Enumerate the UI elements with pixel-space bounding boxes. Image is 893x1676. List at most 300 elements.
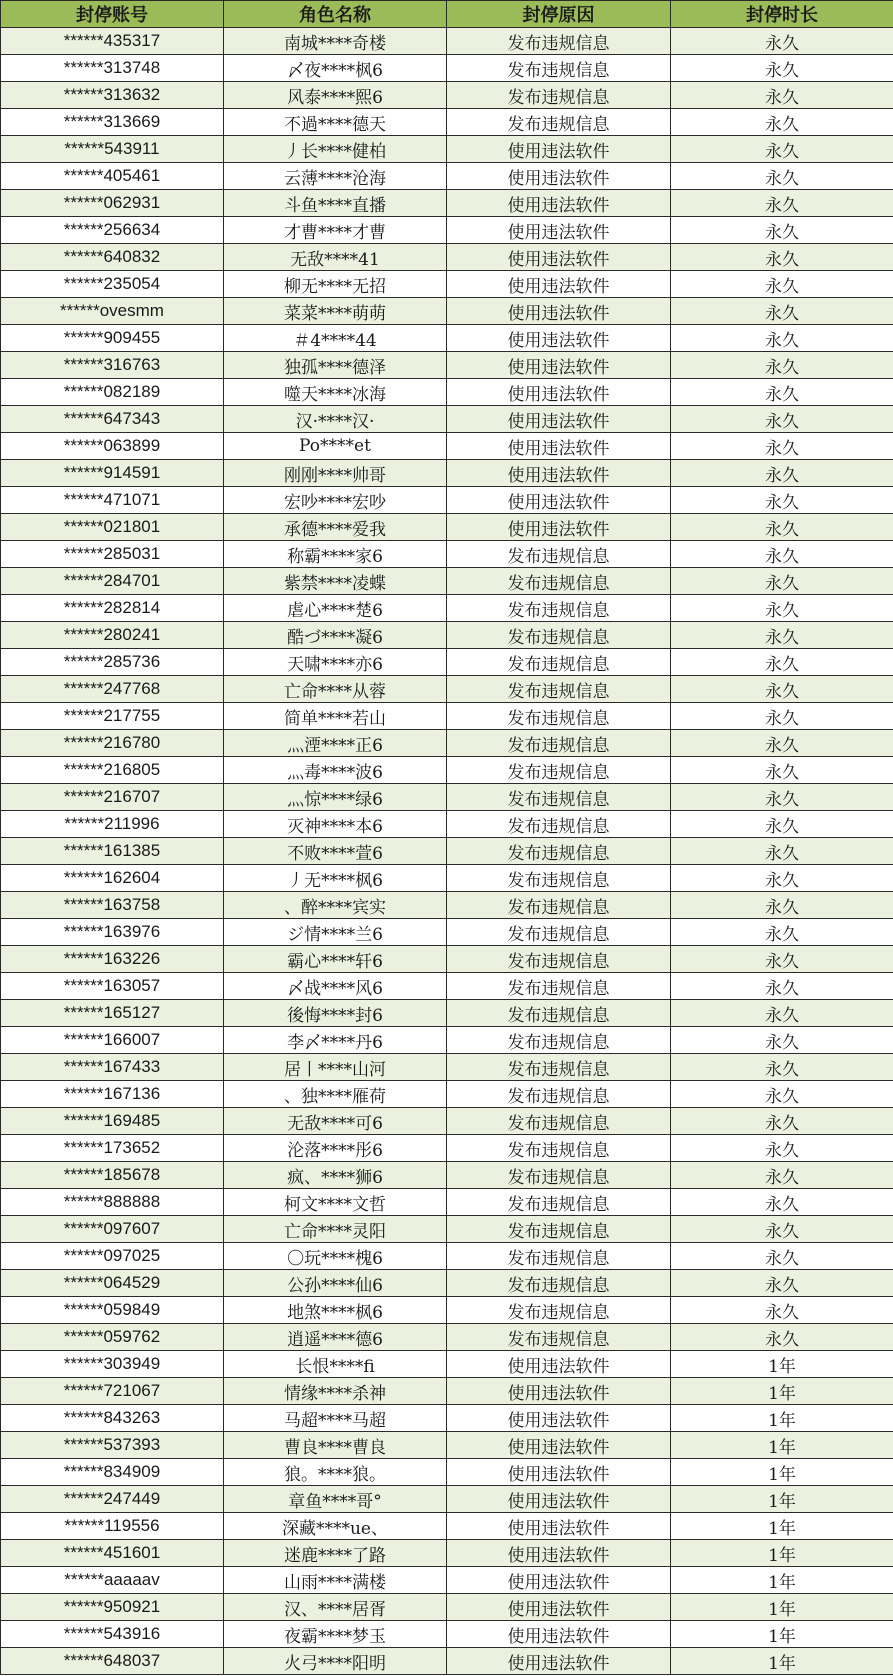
cell-ban-reason: 发布违规信息 xyxy=(447,1270,671,1297)
cell-account: ******313669 xyxy=(1,109,224,136)
cell-ban-duration: 永久 xyxy=(671,379,893,406)
cell-ban-duration: 永久 xyxy=(671,541,893,568)
cell-ban-reason: 使用违法软件 xyxy=(447,244,671,271)
table-row xyxy=(1,1513,893,1540)
table-row xyxy=(1,919,893,946)
cell-character-name: 亡命****从蓉 xyxy=(224,676,447,703)
table-row xyxy=(1,379,893,406)
cell-character-name: 地煞****枫6 xyxy=(224,1297,447,1324)
cell-character-name: 刚刚****帅哥 xyxy=(224,460,447,487)
cell-ban-duration: 1年 xyxy=(671,1621,893,1648)
table-row xyxy=(1,325,893,352)
cell-character-name: ジ情****兰6 xyxy=(224,919,447,946)
cell-character-name: 汉·****汉· xyxy=(224,406,447,433)
cell-character-name: 不败****萱6 xyxy=(224,838,447,865)
cell-ban-duration: 永久 xyxy=(671,1324,893,1351)
table-row xyxy=(1,298,893,325)
cell-ban-reason: 使用违法软件 xyxy=(447,271,671,298)
cell-character-name: 夜霸****梦玉 xyxy=(224,1621,447,1648)
cell-character-name: 迷鹿****了路 xyxy=(224,1540,447,1567)
table-row xyxy=(1,1054,893,1081)
cell-character-name: 疯、****狮6 xyxy=(224,1162,447,1189)
cell-account: ******216805 xyxy=(1,757,224,784)
cell-ban-duration: 永久 xyxy=(671,676,893,703)
cell-account: ******062931 xyxy=(1,190,224,217)
cell-ban-duration: 永久 xyxy=(671,973,893,1000)
header-ban-reason: 封停原因 xyxy=(447,1,671,28)
cell-ban-duration: 永久 xyxy=(671,892,893,919)
table-row xyxy=(1,271,893,298)
table-row xyxy=(1,1162,893,1189)
table-row xyxy=(1,973,893,1000)
cell-character-name: 曹良****曹良 xyxy=(224,1432,447,1459)
cell-account: ******285736 xyxy=(1,649,224,676)
table-row xyxy=(1,811,893,838)
cell-character-name: 亡命****灵阳 xyxy=(224,1216,447,1243)
table-row xyxy=(1,352,893,379)
cell-account: ******247768 xyxy=(1,676,224,703)
cell-ban-duration: 永久 xyxy=(671,55,893,82)
cell-ban-duration: 永久 xyxy=(671,1135,893,1162)
cell-ban-reason: 使用违法软件 xyxy=(447,1405,671,1432)
table-row xyxy=(1,595,893,622)
table-row xyxy=(1,1081,893,1108)
cell-ban-reason: 使用违法软件 xyxy=(447,1648,671,1675)
cell-ban-reason: 发布违规信息 xyxy=(447,1324,671,1351)
cell-character-name: 〇玩****槐6 xyxy=(224,1243,447,1270)
cell-ban-reason: 发布违规信息 xyxy=(447,1216,671,1243)
cell-character-name: 沦落****彤6 xyxy=(224,1135,447,1162)
cell-account: ******161385 xyxy=(1,838,224,865)
cell-ban-reason: 发布违规信息 xyxy=(447,1054,671,1081)
cell-ban-reason: 使用违法软件 xyxy=(447,487,671,514)
cell-account: ******303949 xyxy=(1,1351,224,1378)
cell-ban-reason: 发布违规信息 xyxy=(447,1135,671,1162)
cell-account: ******173652 xyxy=(1,1135,224,1162)
cell-ban-reason: 发布违规信息 xyxy=(447,865,671,892)
cell-ban-duration: 永久 xyxy=(671,298,893,325)
table-row xyxy=(1,28,893,55)
cell-character-name: 独孤****德泽 xyxy=(224,352,447,379)
table-row xyxy=(1,946,893,973)
table-row xyxy=(1,1405,893,1432)
cell-account: ******097607 xyxy=(1,1216,224,1243)
table-row xyxy=(1,703,893,730)
cell-ban-reason: 使用违法软件 xyxy=(447,1513,671,1540)
cell-ban-reason: 发布违规信息 xyxy=(447,703,671,730)
cell-ban-duration: 1年 xyxy=(671,1567,893,1594)
cell-character-name: 才曹****才曹 xyxy=(224,217,447,244)
cell-ban-duration: 永久 xyxy=(671,163,893,190)
cell-account: ******163226 xyxy=(1,946,224,973)
cell-account: ******211996 xyxy=(1,811,224,838)
cell-ban-duration: 永久 xyxy=(671,1054,893,1081)
cell-ban-reason: 使用违法软件 xyxy=(447,1567,671,1594)
cell-ban-duration: 永久 xyxy=(671,136,893,163)
cell-ban-duration: 永久 xyxy=(671,811,893,838)
cell-character-name: 不過****德天 xyxy=(224,109,447,136)
cell-ban-duration: 永久 xyxy=(671,1081,893,1108)
cell-character-name: 山雨****满楼 xyxy=(224,1567,447,1594)
table-row xyxy=(1,244,893,271)
cell-ban-reason: 发布违规信息 xyxy=(447,1000,671,1027)
cell-account: ******435317 xyxy=(1,28,224,55)
cell-character-name: 风泰****熙6 xyxy=(224,82,447,109)
cell-ban-duration: 永久 xyxy=(671,1027,893,1054)
cell-character-name: 〆夜****枫6 xyxy=(224,55,447,82)
table-row xyxy=(1,1621,893,1648)
cell-ban-reason: 使用违法软件 xyxy=(447,190,671,217)
cell-ban-duration: 永久 xyxy=(671,703,893,730)
table-row xyxy=(1,1108,893,1135)
cell-ban-duration: 永久 xyxy=(671,1216,893,1243)
table-row xyxy=(1,784,893,811)
cell-ban-duration: 永久 xyxy=(671,1243,893,1270)
cell-character-name: 云薄****沧海 xyxy=(224,163,447,190)
cell-ban-reason: 发布违规信息 xyxy=(447,541,671,568)
cell-character-name: 霸心****轩6 xyxy=(224,946,447,973)
cell-ban-reason: 发布违规信息 xyxy=(447,676,671,703)
cell-ban-duration: 1年 xyxy=(671,1432,893,1459)
cell-character-name: 斗鱼****直播 xyxy=(224,190,447,217)
cell-ban-duration: 永久 xyxy=(671,217,893,244)
cell-ban-reason: 使用违法软件 xyxy=(447,1459,671,1486)
cell-ban-duration: 1年 xyxy=(671,1351,893,1378)
cell-account: ******640832 xyxy=(1,244,224,271)
cell-ban-reason: 发布违规信息 xyxy=(447,1243,671,1270)
cell-character-name: 柯文****文哲 xyxy=(224,1189,447,1216)
cell-ban-reason: 发布违规信息 xyxy=(447,946,671,973)
header-banned-account: 封停账号 xyxy=(1,1,224,28)
cell-ban-duration: 永久 xyxy=(671,568,893,595)
cell-character-name: 後悔****封6 xyxy=(224,1000,447,1027)
cell-account: ******280241 xyxy=(1,622,224,649)
cell-ban-duration: 永久 xyxy=(671,838,893,865)
cell-character-name: 灬湮****正6 xyxy=(224,730,447,757)
cell-account: ******647343 xyxy=(1,406,224,433)
cell-ban-duration: 1年 xyxy=(671,1459,893,1486)
cell-account: ******284701 xyxy=(1,568,224,595)
cell-account: ******162604 xyxy=(1,865,224,892)
cell-character-name: 菜菜****萌萌 xyxy=(224,298,447,325)
cell-ban-reason: 使用违法软件 xyxy=(447,433,671,460)
cell-account: ******721067 xyxy=(1,1378,224,1405)
cell-ban-reason: 发布违规信息 xyxy=(447,109,671,136)
table-row xyxy=(1,649,893,676)
cell-ban-duration: 永久 xyxy=(671,514,893,541)
table-row xyxy=(1,1594,893,1621)
table-row xyxy=(1,487,893,514)
cell-ban-duration: 永久 xyxy=(671,1189,893,1216)
cell-ban-reason: 使用违法软件 xyxy=(447,352,671,379)
cell-ban-reason: 发布违规信息 xyxy=(447,784,671,811)
cell-ban-reason: 发布违规信息 xyxy=(447,1189,671,1216)
cell-ban-duration: 永久 xyxy=(671,244,893,271)
cell-account: ******082189 xyxy=(1,379,224,406)
cell-account: ******914591 xyxy=(1,460,224,487)
cell-ban-reason: 发布违规信息 xyxy=(447,892,671,919)
cell-ban-reason: 使用违法软件 xyxy=(447,514,671,541)
table-row xyxy=(1,1648,893,1675)
cell-account: ******097025 xyxy=(1,1243,224,1270)
cell-ban-duration: 永久 xyxy=(671,82,893,109)
header-row xyxy=(1,1,893,28)
cell-account: ******834909 xyxy=(1,1459,224,1486)
cell-character-name: 无敌****41 xyxy=(224,244,447,271)
table-row xyxy=(1,1270,893,1297)
cell-character-name: 无敌****可6 xyxy=(224,1108,447,1135)
cell-account: ******247449 xyxy=(1,1486,224,1513)
cell-character-name: 情缘****杀神 xyxy=(224,1378,447,1405)
cell-ban-reason: 使用违法软件 xyxy=(447,379,671,406)
cell-account: ******888888 xyxy=(1,1189,224,1216)
cell-ban-duration: 永久 xyxy=(671,595,893,622)
cell-character-name: 柳无****无招 xyxy=(224,271,447,298)
cell-ban-reason: 发布违规信息 xyxy=(447,55,671,82)
table-row xyxy=(1,838,893,865)
cell-account: ******950921 xyxy=(1,1594,224,1621)
table-row xyxy=(1,892,893,919)
cell-account: ******ovesmm xyxy=(1,298,224,325)
cell-character-name: 章鱼****哥° xyxy=(224,1486,447,1513)
table-row xyxy=(1,622,893,649)
cell-account: ******165127 xyxy=(1,1000,224,1027)
table-row xyxy=(1,217,893,244)
table-row xyxy=(1,1324,893,1351)
table-row xyxy=(1,1135,893,1162)
cell-account: ******316763 xyxy=(1,352,224,379)
cell-ban-duration: 永久 xyxy=(671,109,893,136)
cell-account: ******119556 xyxy=(1,1513,224,1540)
cell-ban-reason: 使用违法软件 xyxy=(447,1486,671,1513)
cell-ban-duration: 1年 xyxy=(671,1513,893,1540)
cell-account: ******235054 xyxy=(1,271,224,298)
cell-character-name: 灭神****本6 xyxy=(224,811,447,838)
cell-ban-reason: 发布违规信息 xyxy=(447,757,671,784)
table-row xyxy=(1,109,893,136)
cell-account: ******aaaaav xyxy=(1,1567,224,1594)
cell-character-name: 、独****雁荷 xyxy=(224,1081,447,1108)
cell-character-name: 、醉****宾实 xyxy=(224,892,447,919)
table-row xyxy=(1,1459,893,1486)
cell-ban-reason: 发布违规信息 xyxy=(447,595,671,622)
header-character-name: 角色名称 xyxy=(224,1,447,28)
table-row xyxy=(1,1567,893,1594)
table-row xyxy=(1,730,893,757)
cell-ban-duration: 永久 xyxy=(671,28,893,55)
cell-ban-reason: 使用违法软件 xyxy=(447,163,671,190)
cell-ban-reason: 发布违规信息 xyxy=(447,649,671,676)
cell-character-name: 噬天****冰海 xyxy=(224,379,447,406)
cell-account: ******059762 xyxy=(1,1324,224,1351)
table-row xyxy=(1,1027,893,1054)
cell-ban-duration: 永久 xyxy=(671,406,893,433)
cell-ban-duration: 永久 xyxy=(671,919,893,946)
cell-character-name: 承德****爱我 xyxy=(224,514,447,541)
cell-account: ******163057 xyxy=(1,973,224,1000)
cell-account: ******169485 xyxy=(1,1108,224,1135)
table-row xyxy=(1,1540,893,1567)
cell-ban-reason: 发布违规信息 xyxy=(447,1297,671,1324)
table-header xyxy=(1,1,893,28)
cell-ban-reason: 发布违规信息 xyxy=(447,1162,671,1189)
cell-ban-reason: 发布违规信息 xyxy=(447,973,671,1000)
cell-character-name: Po****et xyxy=(224,433,447,460)
cell-account: ******843263 xyxy=(1,1405,224,1432)
table-row xyxy=(1,1351,893,1378)
cell-character-name: 长恨****fi xyxy=(224,1351,447,1378)
cell-account: ******451601 xyxy=(1,1540,224,1567)
cell-character-name: 居丨****山河 xyxy=(224,1054,447,1081)
cell-ban-duration: 1年 xyxy=(671,1405,893,1432)
cell-character-name: 公孙****仙6 xyxy=(224,1270,447,1297)
cell-account: ******256634 xyxy=(1,217,224,244)
cell-ban-reason: 使用违法软件 xyxy=(447,298,671,325)
table-row xyxy=(1,190,893,217)
cell-ban-reason: 使用违法软件 xyxy=(447,460,671,487)
cell-account: ******021801 xyxy=(1,514,224,541)
table-row xyxy=(1,433,893,460)
cell-account: ******405461 xyxy=(1,163,224,190)
cell-account: ******063899 xyxy=(1,433,224,460)
cell-ban-reason: 发布违规信息 xyxy=(447,1081,671,1108)
table-row xyxy=(1,1486,893,1513)
cell-character-name: 汉、****居胥 xyxy=(224,1594,447,1621)
cell-character-name: 火弓****阳明 xyxy=(224,1648,447,1675)
cell-ban-reason: 发布违规信息 xyxy=(447,838,671,865)
cell-ban-reason: 发布违规信息 xyxy=(447,1108,671,1135)
cell-ban-reason: 发布违规信息 xyxy=(447,730,671,757)
cell-account: ******543911 xyxy=(1,136,224,163)
cell-ban-reason: 使用违法软件 xyxy=(447,1540,671,1567)
cell-ban-reason: 使用违法软件 xyxy=(447,325,671,352)
table-row xyxy=(1,460,893,487)
table-row xyxy=(1,406,893,433)
cell-character-name: 酷づ****凝6 xyxy=(224,622,447,649)
cell-character-name: 灬毒****波6 xyxy=(224,757,447,784)
cell-character-name: 马超****马超 xyxy=(224,1405,447,1432)
cell-ban-duration: 永久 xyxy=(671,1000,893,1027)
cell-character-name: 南城****奇楼 xyxy=(224,28,447,55)
cell-ban-reason: 发布违规信息 xyxy=(447,622,671,649)
cell-ban-duration: 永久 xyxy=(671,487,893,514)
table-row xyxy=(1,1378,893,1405)
cell-ban-duration: 永久 xyxy=(671,865,893,892)
table-row xyxy=(1,1297,893,1324)
cell-character-name: 〆战****风6 xyxy=(224,973,447,1000)
cell-ban-duration: 永久 xyxy=(671,946,893,973)
cell-account: ******163758 xyxy=(1,892,224,919)
cell-account: ******059849 xyxy=(1,1297,224,1324)
cell-account: ******167433 xyxy=(1,1054,224,1081)
cell-account: ******285031 xyxy=(1,541,224,568)
cell-ban-duration: 永久 xyxy=(671,325,893,352)
cell-ban-duration: 永久 xyxy=(671,1270,893,1297)
cell-account: ******537393 xyxy=(1,1432,224,1459)
cell-ban-duration: 永久 xyxy=(671,190,893,217)
cell-ban-reason: 使用违法软件 xyxy=(447,406,671,433)
table-body xyxy=(1,28,893,1675)
table-row xyxy=(1,541,893,568)
cell-account: ******313748 xyxy=(1,55,224,82)
cell-character-name: 狼。****狼。 xyxy=(224,1459,447,1486)
cell-character-name: 丿长****健柏 xyxy=(224,136,447,163)
header-ban-duration: 封停时长 xyxy=(671,1,893,28)
cell-account: ******313632 xyxy=(1,82,224,109)
cell-character-name: 深藏****ue、 xyxy=(224,1513,447,1540)
cell-ban-duration: 永久 xyxy=(671,784,893,811)
cell-ban-reason: 使用违法软件 xyxy=(447,1594,671,1621)
table-row xyxy=(1,82,893,109)
table-row xyxy=(1,1000,893,1027)
cell-account: ******282814 xyxy=(1,595,224,622)
cell-character-name: ＃4****44 xyxy=(224,325,447,352)
table-row xyxy=(1,1216,893,1243)
cell-character-name: 紫禁****凌蝶 xyxy=(224,568,447,595)
cell-ban-reason: 发布违规信息 xyxy=(447,1027,671,1054)
cell-character-name: 宏吵****宏吵 xyxy=(224,487,447,514)
cell-ban-duration: 1年 xyxy=(671,1486,893,1513)
cell-ban-reason: 发布违规信息 xyxy=(447,28,671,55)
cell-account: ******648037 xyxy=(1,1648,224,1675)
cell-ban-duration: 1年 xyxy=(671,1378,893,1405)
table-row xyxy=(1,568,893,595)
table-row xyxy=(1,865,893,892)
table-row xyxy=(1,757,893,784)
cell-ban-duration: 永久 xyxy=(671,649,893,676)
cell-character-name: 丿无****枫6 xyxy=(224,865,447,892)
cell-account: ******471071 xyxy=(1,487,224,514)
cell-account: ******163976 xyxy=(1,919,224,946)
cell-ban-reason: 发布违规信息 xyxy=(447,568,671,595)
cell-ban-reason: 使用违法软件 xyxy=(447,1621,671,1648)
cell-character-name: 灬惊****绿6 xyxy=(224,784,447,811)
cell-ban-reason: 发布违规信息 xyxy=(447,919,671,946)
cell-ban-reason: 发布违规信息 xyxy=(447,811,671,838)
cell-ban-reason: 使用违法软件 xyxy=(447,1378,671,1405)
cell-account: ******909455 xyxy=(1,325,224,352)
table-row xyxy=(1,1189,893,1216)
table-row xyxy=(1,163,893,190)
cell-ban-reason: 发布违规信息 xyxy=(447,82,671,109)
cell-account: ******216780 xyxy=(1,730,224,757)
cell-account: ******543916 xyxy=(1,1621,224,1648)
cell-ban-duration: 1年 xyxy=(671,1648,893,1675)
cell-ban-duration: 永久 xyxy=(671,730,893,757)
cell-account: ******217755 xyxy=(1,703,224,730)
cell-account: ******166007 xyxy=(1,1027,224,1054)
cell-character-name: 简单****若山 xyxy=(224,703,447,730)
cell-ban-duration: 永久 xyxy=(671,622,893,649)
cell-character-name: 称霸****家6 xyxy=(224,541,447,568)
cell-account: ******064529 xyxy=(1,1270,224,1297)
table-row xyxy=(1,136,893,163)
cell-ban-reason: 使用违法软件 xyxy=(447,1351,671,1378)
cell-ban-duration: 永久 xyxy=(671,1162,893,1189)
cell-ban-duration: 1年 xyxy=(671,1594,893,1621)
cell-account: ******216707 xyxy=(1,784,224,811)
cell-ban-duration: 1年 xyxy=(671,1540,893,1567)
table-row xyxy=(1,676,893,703)
cell-ban-reason: 使用违法软件 xyxy=(447,136,671,163)
table-row xyxy=(1,55,893,82)
table-row xyxy=(1,1243,893,1270)
cell-character-name: 李〆****丹6 xyxy=(224,1027,447,1054)
cell-character-name: 天啸****亦6 xyxy=(224,649,447,676)
cell-character-name: 逍遥****德6 xyxy=(224,1324,447,1351)
cell-ban-reason: 使用违法软件 xyxy=(447,1432,671,1459)
cell-ban-duration: 永久 xyxy=(671,271,893,298)
